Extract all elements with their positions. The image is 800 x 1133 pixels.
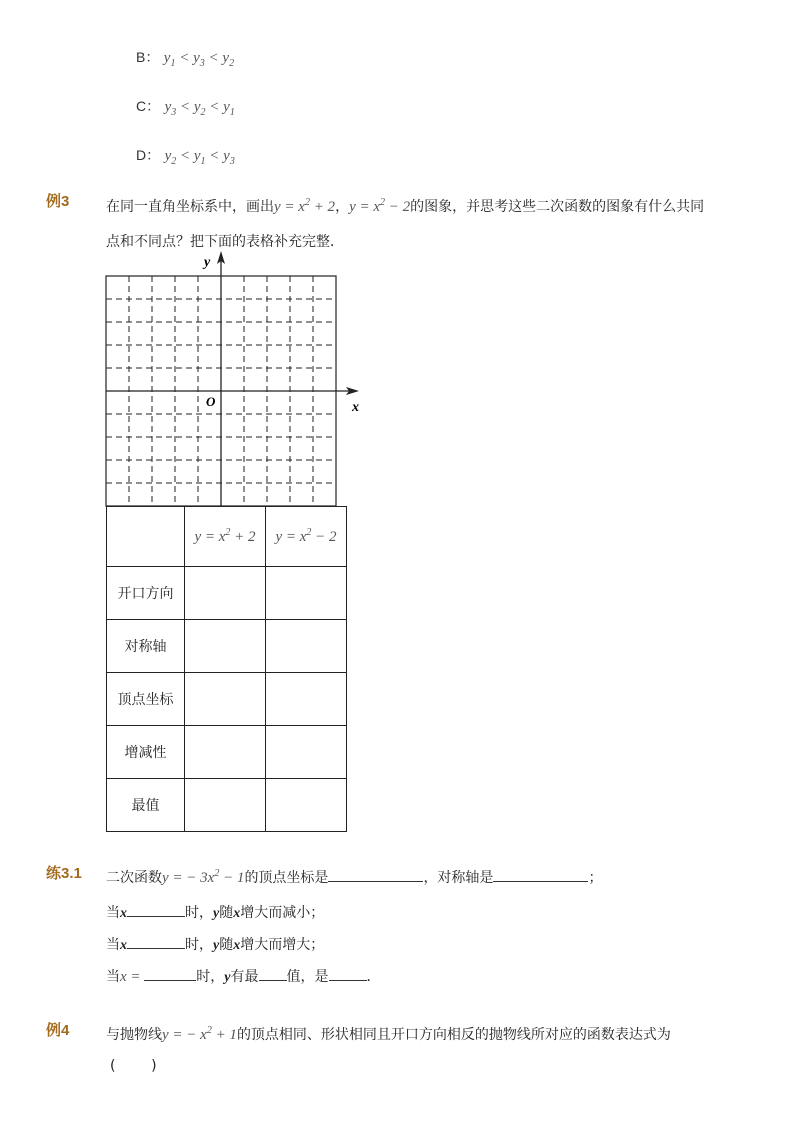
answer-cell[interactable] [185, 567, 266, 620]
option-d[interactable] [136, 145, 235, 167]
answer-cell[interactable] [185, 779, 266, 832]
row-label: 最值 [107, 779, 185, 832]
example-4-line-1: 与抛物线y = − $x^2 + 1$的顶点相同、形状相同且开口方向相反的抛物线所对应的函数表达式为 [106, 1025, 671, 1043]
practice-line-1: 二次函数y = − $3x^2 - 1$的顶点坐标是 ，对称轴是 ； [106, 868, 603, 886]
row-label: 顶点坐标 [107, 673, 185, 726]
answer-parentheses[interactable]: ( ) [110, 1058, 157, 1074]
x-axis-label: x [352, 400, 359, 415]
table-row [107, 779, 347, 832]
answer-blank[interactable] [127, 902, 185, 917]
table-row [107, 726, 347, 779]
option-c[interactable] [136, 96, 235, 118]
answer-blank[interactable] [493, 867, 588, 882]
answer-blank[interactable] [329, 966, 367, 981]
practice-line-4: 当x = 时，y有最 值，是 ． [106, 966, 381, 986]
origin-label: O [206, 394, 216, 409]
answer-cell[interactable] [266, 726, 347, 779]
y-axis-label: y [204, 255, 211, 270]
answer-blank[interactable] [127, 934, 185, 949]
answer-cell[interactable] [185, 673, 266, 726]
option-b[interactable] [136, 47, 234, 69]
formula-1: $y = x^2 + 2$ [274, 197, 336, 215]
example-3-tag: 例3 [46, 193, 70, 210]
answer-cell[interactable] [266, 779, 347, 832]
answer-blank[interactable] [328, 867, 423, 882]
answer-cell[interactable] [266, 620, 347, 673]
answer-cell[interactable] [185, 726, 266, 779]
option-expression: $y_1 < y_3 < y_2$ [163, 50, 235, 69]
option-letter: D： [136, 147, 161, 163]
row-label: 对称轴 [107, 620, 185, 673]
table-corner-cell [107, 507, 185, 567]
option-expression: $y_3 < y_2 < y_1$ [164, 99, 235, 118]
table-header-cell: $y = x^2 + 2$ [185, 507, 266, 567]
table-row [107, 673, 347, 726]
answer-blank[interactable] [144, 966, 196, 981]
option-letter: B： [136, 49, 160, 65]
answer-blank[interactable] [259, 966, 287, 981]
table-header-row [107, 507, 347, 567]
table-row [107, 567, 347, 620]
row-label: 增减性 [107, 726, 185, 779]
example-4-tag: 例4 [46, 1022, 70, 1039]
table-header-cell: $y = x^2 - 2$ [266, 507, 347, 567]
row-label: 开口方向 [107, 567, 185, 620]
option-letter: C： [136, 98, 161, 114]
coordinate-grid [100, 248, 370, 510]
practice-line-2: 当x 时，y随x增大而减小； [106, 902, 324, 922]
practice-line-3: 当x 时，y随x增大而增大； [106, 934, 324, 954]
answer-cell[interactable] [266, 673, 347, 726]
option-expression: $y_2 < y_1 < y_3$ [164, 148, 235, 167]
table-row [107, 620, 347, 673]
comparison-table [106, 506, 347, 832]
answer-cell[interactable] [185, 620, 266, 673]
formula-2: $y = x^2 - 2$ [349, 197, 411, 215]
practice-3-1-tag: 练3.1 [46, 865, 82, 882]
example-3-line-2: 点和不同点？把下面的表格补充完整． [106, 234, 344, 250]
example-3-line-1: 在同一直角坐标系中，画出$y = x^2 + 2$，$y = x^2 - 2$的图象，并思考这些二次函数的图象有什么共同 [106, 197, 705, 215]
answer-cell[interactable] [266, 567, 347, 620]
